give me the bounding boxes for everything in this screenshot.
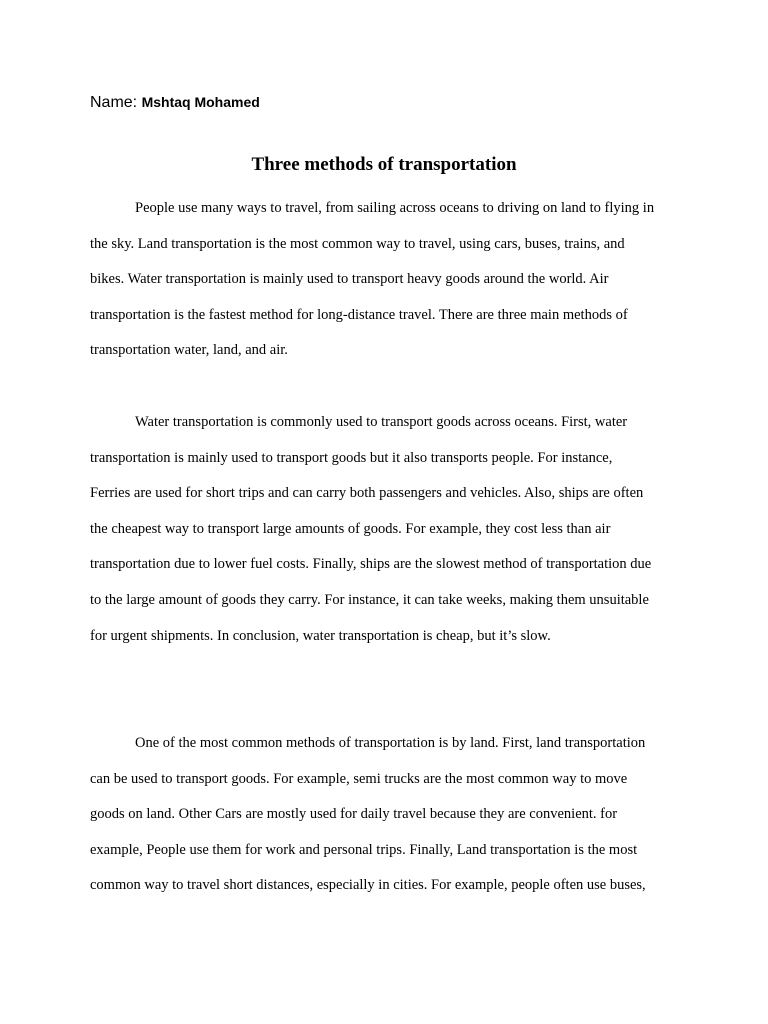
paragraph-line: for urgent shipments. In conclusion, water transportation is cheap, but it’s slow. [90,627,551,644]
author-name-line [90,92,260,113]
name-label: Name: [90,94,142,111]
paragraph-line: the sky. Land transportation is the most common way to travel, using cars, buses, trains, and [90,235,625,252]
paragraph-water-transportation [90,412,678,661]
paragraph-line: bikes. Water transportation is mainly used to transport heavy goods around the world. Air [90,271,609,288]
paragraph-line: People use many ways to travel, from sailing across oceans to driving on land to flying in [135,200,655,216]
paragraph-line: to the large amount of goods they carry. For instance, it can take weeks, making them unsuitable [90,591,649,608]
paragraph-land-transportation [90,733,678,911]
paragraph-line: Water transportation is commonly used to transport goods across oceans. First, water [135,414,628,430]
paragraph-line: transportation due to lower fuel costs. Finally, ships are the slowest method of transportation due [90,556,652,573]
paragraph-line: transportation is mainly used to transport goods but it also transports people. For instance, [90,449,613,466]
paragraph-line: One of the most common methods of transportation is by land. First, land transportation [135,735,646,751]
document-title: Three methods of transportation [251,154,517,175]
paragraph-line: common way to travel short distances, especially in cities. For example, people often use buses, [90,877,646,894]
paragraph-line: transportation water, land, and air. [90,342,288,359]
paragraph-line: the cheapest way to transport large amounts of goods. For example, they cost less than air [90,520,611,537]
paragraph-line: transportation is the fastest method for long-distance travel. There are three main methods of [90,306,628,323]
paragraph-line: example, People use them for work and personal trips. Finally, Land transportation is the most [90,841,638,858]
paragraph-line: goods on land. Other Cars are mostly used for daily travel because they are convenient. for [90,806,618,823]
paragraph-line: Ferries are used for short trips and can carry both passengers and vehicles. Also, ships are often [90,485,644,502]
paragraph-line: can be used to transport goods. For example, semi trucks are the most common way to move [90,770,628,787]
paragraph-introduction [90,198,678,376]
author-name: Mshtaq Mohamed [141,94,260,110]
